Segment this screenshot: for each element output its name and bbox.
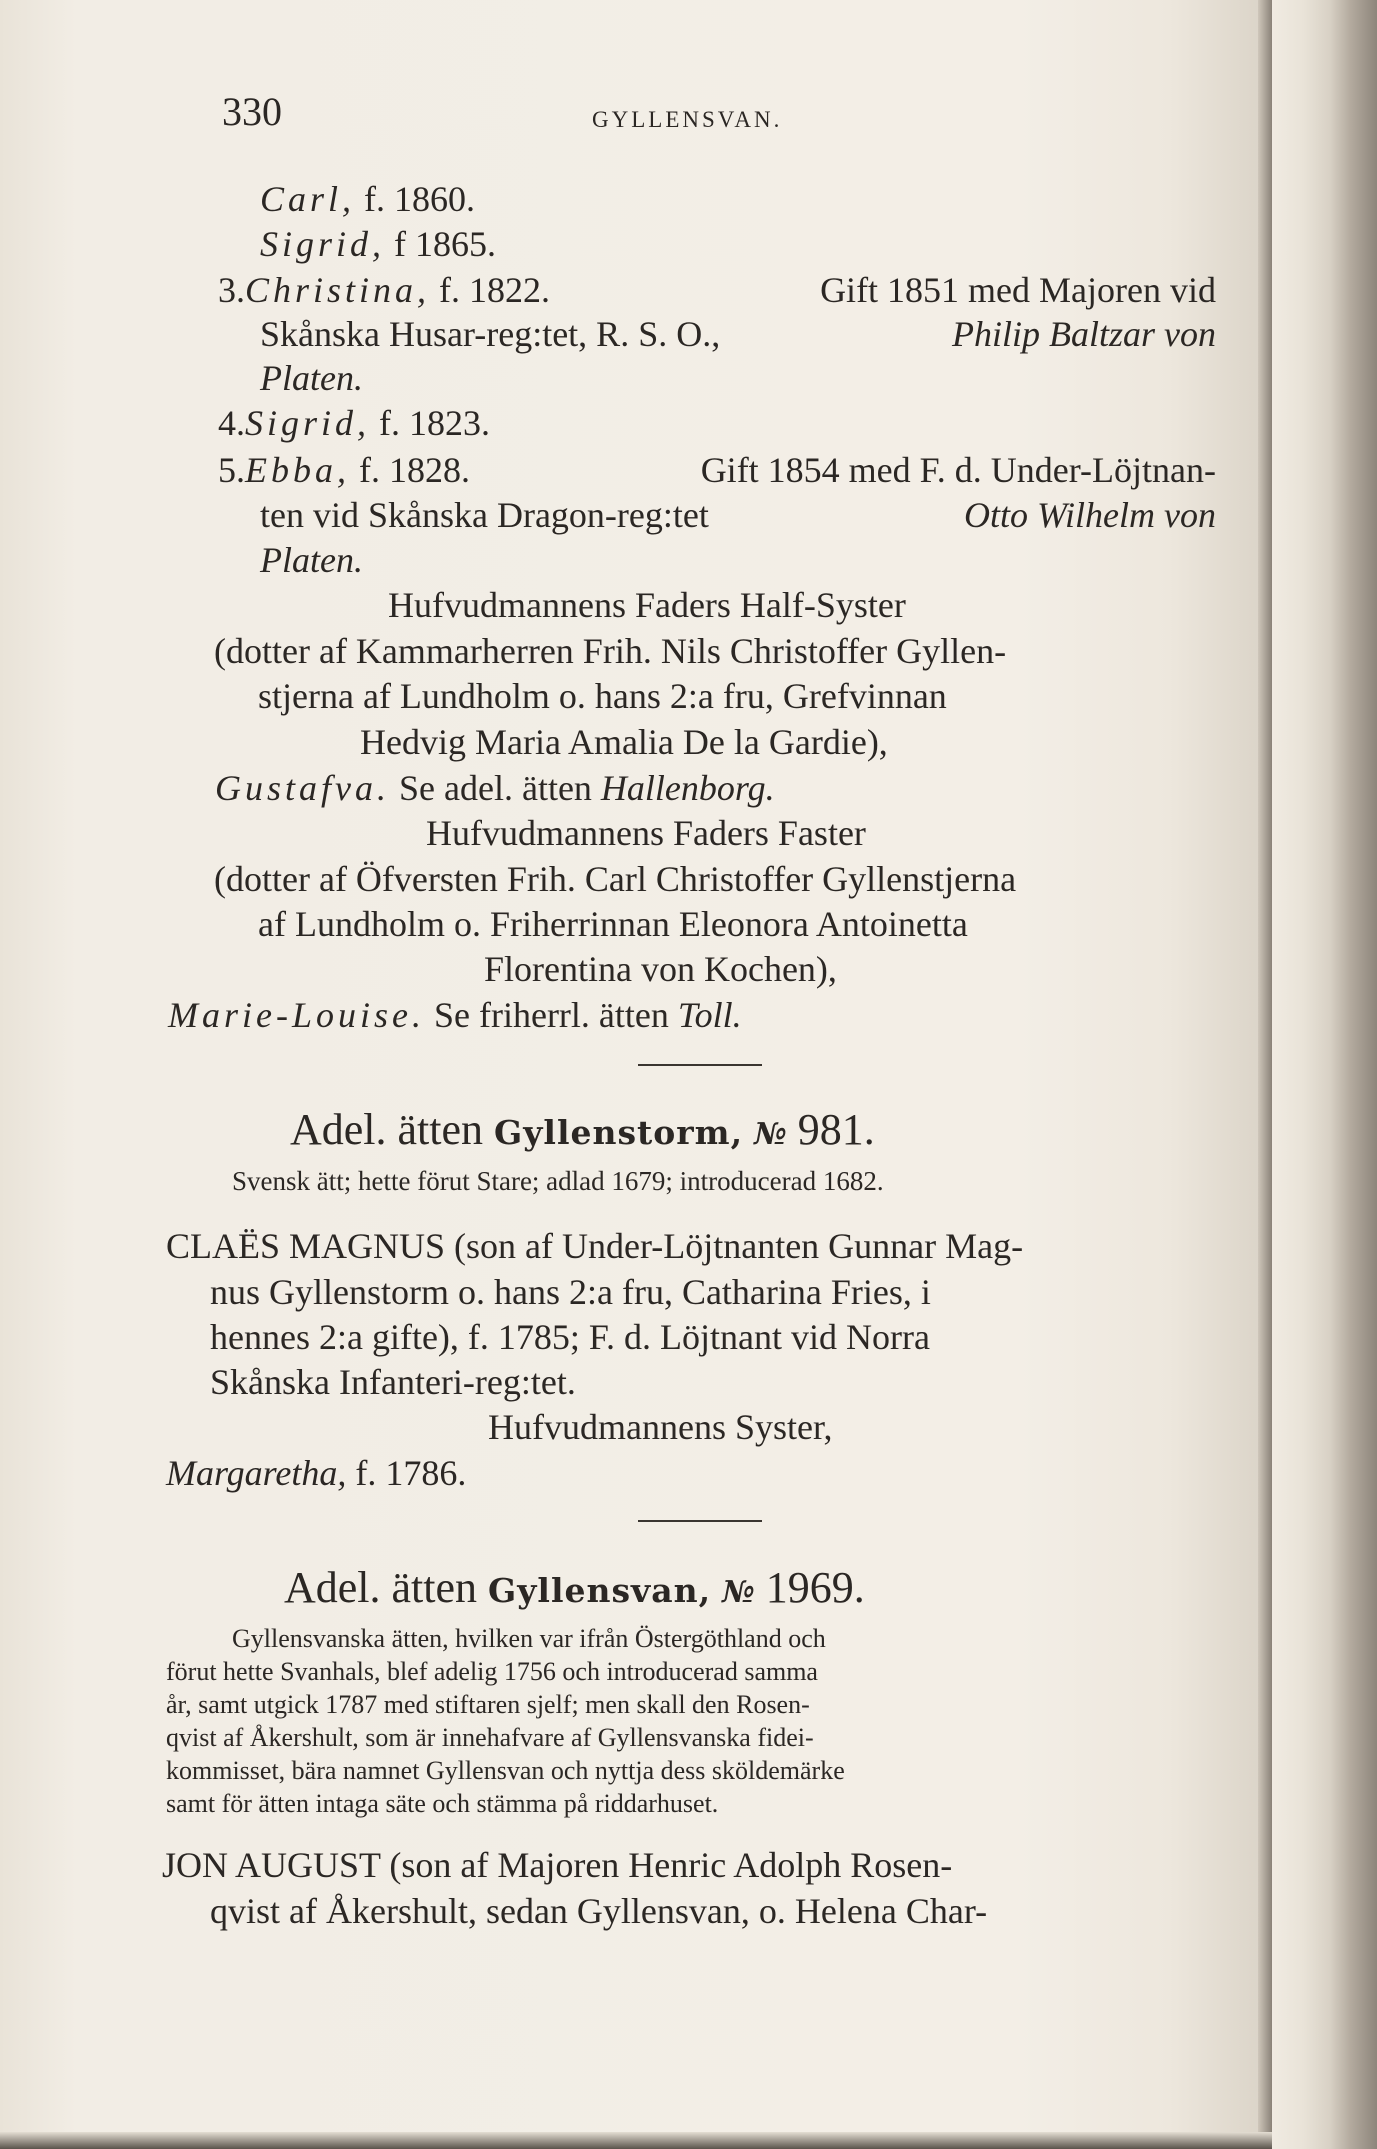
child-entry: 5.Ebba, f. 1828. Gift 1854 med F. d. Under-Löjtnan- [218,450,1216,490]
section-heading: Hufvudmannens Syster, [488,1407,833,1447]
desc-line: qvist af Åkershult, som är innehafvare af Gyllensvanska fidei- [166,1723,814,1752]
desc-line: kommisset, bära namnet Gyllensvan och nyttja dess sköldemärke [166,1756,845,1785]
text-line: JON AUGUST (son af Majoren Henric Adolph Rosen- [162,1845,953,1885]
child-entry: Carl, f. 1860. [260,179,476,219]
child-entry-cont: Skånska Husar-reg:tet, R. S. O., Philip Baltzar von [260,314,1216,354]
child-entry-cont: Platen. [260,540,363,580]
text-line: Florentina von Kochen), [484,949,837,989]
child-entry: 3.Christina, f. 1822. Gift 1851 med Majoren vid [218,270,1216,310]
text-line: stjerna af Lundholm o. hans 2:a fru, Grefvinnan [258,676,947,716]
family-subtitle: Svensk ätt; hette förut Stare; adlad 1679; introducerad 1682. [232,1166,884,1196]
child-entry-cont: Platen. [260,358,363,398]
text-line: (dotter af Kammarherren Frih. Nils Christoffer Gyllen- [214,631,1007,671]
divider [638,1520,762,1522]
text-line: qvist af Åkershult, sedan Gyllensvan, o. Helena Char- [210,1891,988,1931]
desc-line: år, samt utgick 1787 med stiftaren sjelf; men skall den Rosen- [166,1690,810,1719]
name-entry: Marie-Louise. Se friherrl. ätten Toll. [168,995,742,1035]
page-stack-edge [1272,0,1377,2149]
desc-line: samt för ätten intaga säte och stämma på riddarhuset. [166,1789,719,1818]
desc-line: Gyllensvanska ätten, hvilken var ifrån Östergöthland och [232,1624,826,1653]
page-number: 330 [222,89,282,134]
text-line: (dotter af Öfversten Frih. Carl Christoffer Gyllenstjerna [214,859,1017,899]
child-entry: Sigrid, f 1865. [260,224,497,264]
page-gutter [1258,0,1272,2149]
child-entry: 4.Sigrid, f. 1823. [218,403,491,443]
page-bottom-edge [0,2132,1272,2149]
section-heading: Hufvudmannens Faders Faster [426,813,866,853]
divider [638,1064,762,1066]
text-line: nus Gyllenstorm o. hans 2:a fru, Catharina Fries, i [210,1272,931,1312]
section-heading: Hufvudmannens Faders Half-Syster [388,585,906,625]
text-line: Hedvig Maria Amalia De la Gardie), [360,722,888,762]
name-entry: Margaretha, f. 1786. [166,1453,467,1493]
text-line: Skånska Infanteri-reg:tet. [210,1362,576,1402]
child-entry-cont: ten vid Skånska Dragon-reg:tet Otto Wilhelm von [260,495,1216,535]
desc-line: förut hette Svanhals, blef adelig 1756 och introducerad samma [166,1657,818,1686]
family-heading: Adel. ätten Gyllensvan, № 1969. [284,1563,865,1612]
text-line: af Lundholm o. Friherrinnan Eleonora Antoinetta [258,904,968,944]
family-heading: Adel. ätten Gyllenstorm, № 981. [290,1105,875,1154]
running-title: GYLLENSVAN. [592,107,783,132]
name-entry: Gustafva. Se adel. ätten Hallenborg. [215,768,775,808]
text-line: hennes 2:a gifte), f. 1785; F. d. Löjtnant vid Norra [210,1317,930,1357]
text-line: CLAËS MAGNUS (son af Under-Löjtnanten Gunnar Mag- [166,1226,1024,1266]
